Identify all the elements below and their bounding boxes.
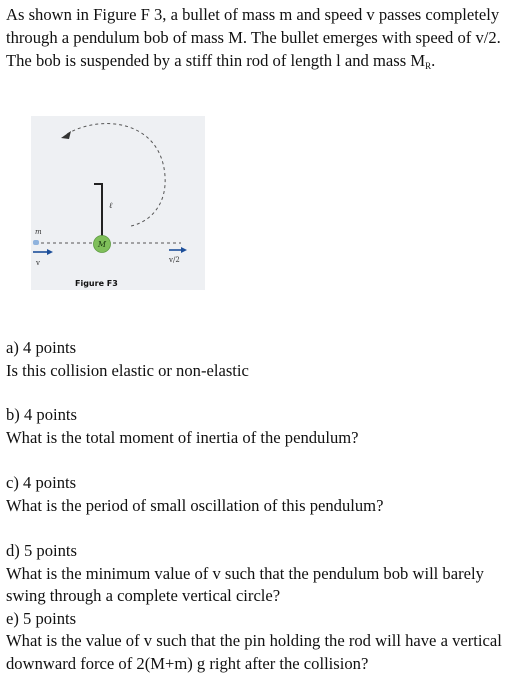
problem-statement [6,3,506,78]
incoming-arrow-head-icon [47,249,53,255]
swing-arrow-icon [61,131,71,139]
outgoing-arrow-head-icon [181,247,187,253]
rod-length-label: ℓ [109,201,113,210]
outgoing-speed-label: v/2 [169,256,180,264]
swing-path [67,124,165,226]
question-points: c) 4 points [6,473,77,492]
question-text: What is the period of small oscillation of this pendulum? [6,495,384,515]
question-points: a) 4 points [6,338,77,357]
figure-caption: Figure F3 [75,279,118,288]
bullet-mass-label: m [35,228,42,236]
question-points: e) 5 points [6,608,77,628]
problem-text-end: . [431,51,436,70]
question-b [6,404,506,449]
problem-text: As shown in Figure F 3, a bullet of mass m and speed v passes completely through a pendulum bob of mass M. The bullet emerges with speed of v/2. The bob is suspended by a stiff thin rod of length l and mass M [6,5,501,70]
question-text: Is this collision elastic or non-elastic [6,360,249,380]
question-c [6,472,506,517]
pendulum-diagram [31,116,205,290]
question-a [6,337,506,382]
bullet [33,240,39,245]
question-points: d) 5 points [6,541,77,560]
question-d [6,540,506,675]
bob-mass-label: M [97,240,107,249]
incoming-speed-label: v [36,259,40,267]
question-text: What is the value of v such that the pin holding the rod will have a vertical downward force of 2(M+m) g right after the collision? [6,631,502,673]
figure-f3 [31,116,205,290]
question-text: What is the minimum value of v such that the pendulum bob will barely swing through a complete vertical circle? [6,563,484,605]
question-points: b) 4 points [6,405,77,424]
rod-mass-subscript: R [425,61,432,71]
question-text: What is the total moment of inertia of the pendulum? [6,427,359,447]
